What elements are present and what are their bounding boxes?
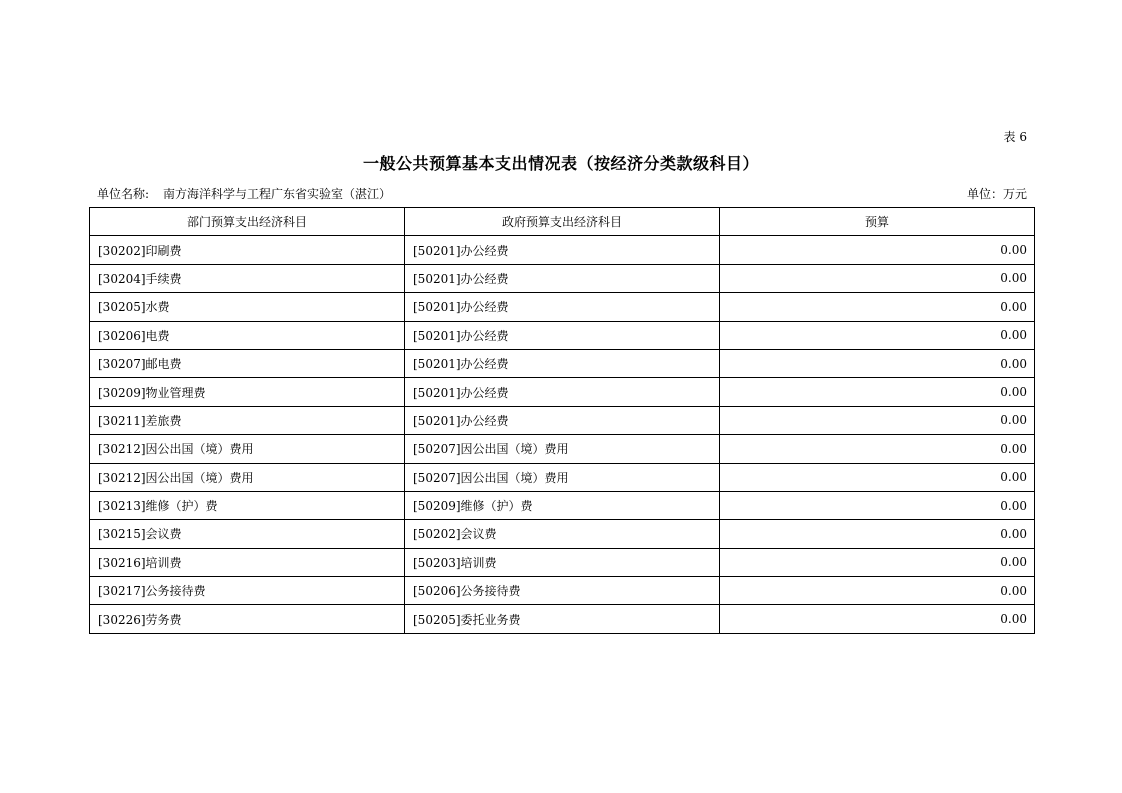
budget-amount-cell: 0.00	[720, 548, 1035, 576]
gov-subject-cell: [50201]办公经费	[405, 349, 720, 377]
document-title: 一般公共预算基本支出情况表（按经济分类款级科目）	[362, 154, 759, 173]
gov-subject-cell: [50202]会议费	[405, 520, 720, 548]
budget-amount-cell: 0.00	[720, 435, 1035, 463]
budget-amount-cell: 0.00	[720, 605, 1035, 633]
currency-unit: 单位：万元	[966, 187, 1027, 201]
unit-name-block	[97, 185, 391, 202]
table-row	[90, 463, 1035, 491]
unit-name-label: 单位名称:	[97, 187, 150, 201]
table-row	[90, 435, 1035, 463]
dept-subject-cell: [30209]物业管理费	[90, 378, 405, 406]
gov-subject-cell: [50201]办公经费	[405, 378, 720, 406]
budget-amount-cell: 0.00	[720, 378, 1035, 406]
dept-subject-cell: [30215]会议费	[90, 520, 405, 548]
budget-amount-cell: 0.00	[720, 321, 1035, 349]
gov-subject-cell: [50207]因公出国（境）费用	[405, 435, 720, 463]
dept-subject-cell: [30212]因公出国（境）费用	[90, 435, 405, 463]
table-row	[90, 577, 1035, 605]
budget-amount-cell: 0.00	[720, 577, 1035, 605]
budget-amount-cell: 0.00	[720, 406, 1035, 434]
unit-name-value: 南方海洋科学与工程广东省实验室（湛江）	[163, 187, 392, 201]
gov-subject-cell: [50207]因公出国（境）费用	[405, 463, 720, 491]
gov-subject-cell: [50201]办公经费	[405, 293, 720, 321]
gov-subject-cell: [50201]办公经费	[405, 321, 720, 349]
table-row	[90, 321, 1035, 349]
table-row	[90, 548, 1035, 576]
table-row	[90, 491, 1035, 519]
table-row	[90, 349, 1035, 377]
unit-info-line	[97, 185, 1027, 201]
header-dept-subject: 部门预算支出经济科目	[90, 208, 405, 236]
budget-amount-cell: 0.00	[720, 491, 1035, 519]
gov-subject-cell: [50205]委托业务费	[405, 605, 720, 633]
dept-subject-cell: [30207]邮电费	[90, 349, 405, 377]
dept-subject-cell: [30216]培训费	[90, 548, 405, 576]
budget-table	[89, 207, 1035, 634]
table-row	[90, 406, 1035, 434]
dept-subject-cell: [30204]手续费	[90, 264, 405, 292]
dept-subject-cell: [30213]维修（护）费	[90, 491, 405, 519]
header-gov-subject: 政府预算支出经济科目	[405, 208, 720, 236]
budget-amount-cell: 0.00	[720, 520, 1035, 548]
dept-subject-cell: [30212]因公出国（境）费用	[90, 463, 405, 491]
dept-subject-cell: [30202]印刷费	[90, 236, 405, 264]
table-header-row	[90, 208, 1035, 236]
gov-subject-cell: [50201]办公经费	[405, 406, 720, 434]
dept-subject-cell: [30205]水费	[90, 293, 405, 321]
table-number: 表 6	[1003, 130, 1027, 144]
table-row	[90, 605, 1035, 633]
table-row	[90, 378, 1035, 406]
dept-subject-cell: [30217]公务接待费	[90, 577, 405, 605]
gov-subject-cell: [50206]公务接待费	[405, 577, 720, 605]
gov-subject-cell: [50203]培训费	[405, 548, 720, 576]
budget-amount-cell: 0.00	[720, 264, 1035, 292]
budget-amount-cell: 0.00	[720, 463, 1035, 491]
header-budget: 预算	[720, 208, 1035, 236]
table-row	[90, 264, 1035, 292]
table-row	[90, 293, 1035, 321]
budget-amount-cell: 0.00	[720, 293, 1035, 321]
budget-amount-cell: 0.00	[720, 236, 1035, 264]
gov-subject-cell: [50209]维修（护）费	[405, 491, 720, 519]
budget-amount-cell: 0.00	[720, 349, 1035, 377]
table-row	[90, 236, 1035, 264]
gov-subject-cell: [50201]办公经费	[405, 264, 720, 292]
table-body	[90, 236, 1035, 633]
gov-subject-cell: [50201]办公经费	[405, 236, 720, 264]
dept-subject-cell: [30206]电费	[90, 321, 405, 349]
table-row	[90, 520, 1035, 548]
dept-subject-cell: [30226]劳务费	[90, 605, 405, 633]
dept-subject-cell: [30211]差旅费	[90, 406, 405, 434]
